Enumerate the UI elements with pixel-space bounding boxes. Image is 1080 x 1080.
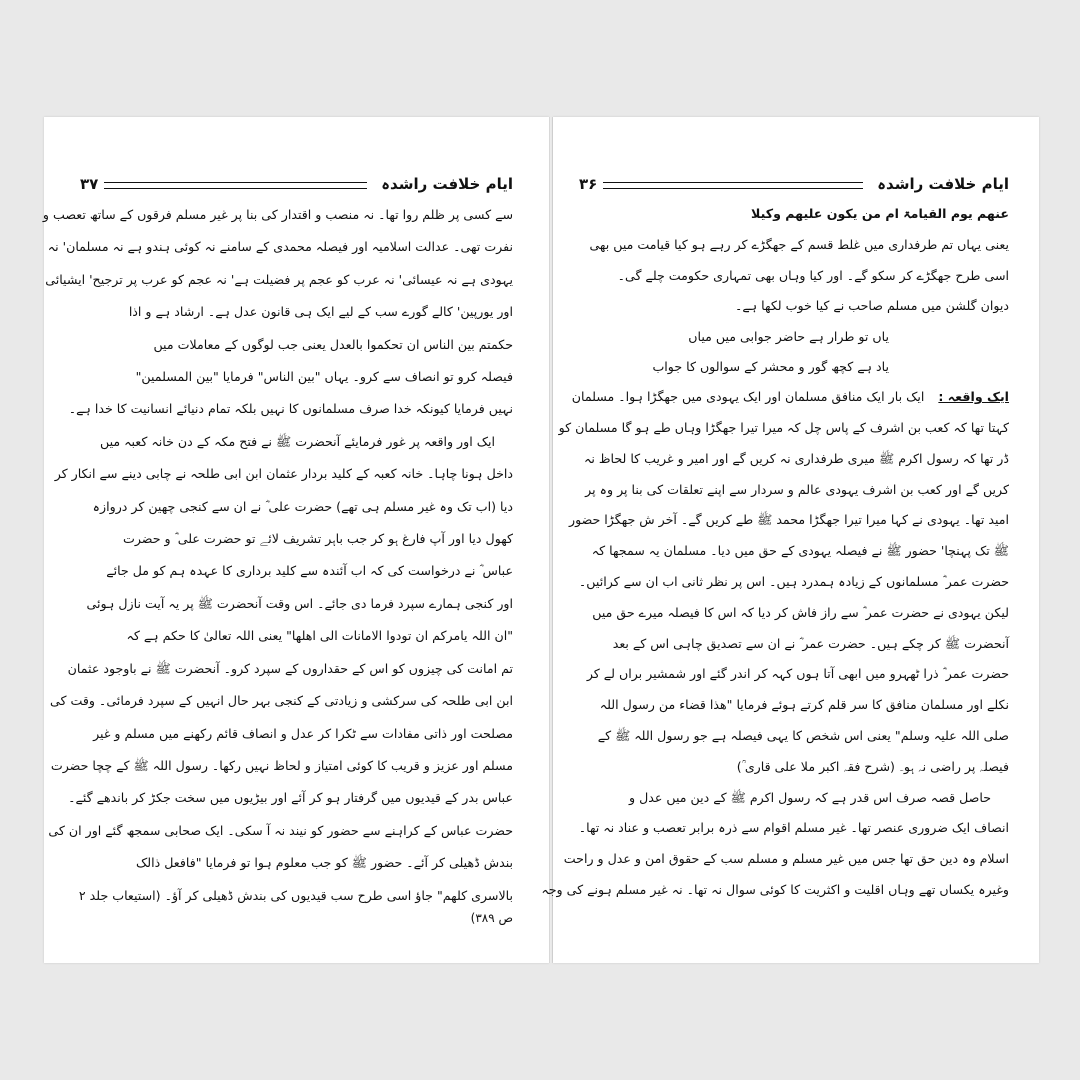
text-line: کہتا تھا کہ کعب بن اشرف کے پاس چل کہ میرا تیرا جھگڑا وہاں طے ہو گا مسلمان کو [558,419,1009,435]
text-line: دیا (اب تک وہ غیر مسلم ہی تھے) حضرت علی ؓ نے ان سے کنجی چھین کر دروازہ [92,498,513,514]
left-page-body [42,199,513,912]
text-line: ابن ابی طلحہ کی سرکشی و زیادتی کے کنجی بہر حال انہیں کے سپرد فرمائی۔ وقت کی [49,693,513,709]
header-rule [603,182,863,189]
text-line: "ان اللہ یامرکم ان تودوا الامانات الی اھلھا" یعنی اللہ تعالیٰ کا حکم ہے کہ [126,628,513,644]
text-line: یعنی یہاں تم طرفداری میں غلط قسم کے جھگڑے کر رہے ہو کیا قیامت میں بھی [589,236,1009,252]
text-line: عباس بدر کے قیدیوں میں گرفتار ہو کر آئے اور بیڑیوں میں سخت جکڑ کر باندھے گئے۔ [68,790,513,806]
poetry-line: یاں تو طرار ہے حاضر جوابی میں میاں [688,329,889,345]
text-line: وغیرہ یکساں تھے وہاں اقلیت و اکثریت کا کوئی سوال نہ تھا۔ نہ غیر مسلم ہونے کی وجہ [541,881,1009,897]
text-line: لیکن یہودی نے حضرت عمر ؓ سے راز فاش کر دیا کہ اس کا فیصلہ میرے حق میں [592,604,1009,620]
text-line: حاصل قصہ صرف اس قدر ہے کہ رسول اکرم ﷺ کے دین میں عدل و [629,789,991,805]
text-line: بندش ڈھیلی کر آئے۔ حضور ﷺ کو جب معلوم ہوا تو فرمایا "فافعل ذالک [136,855,513,871]
text-line: انصاف ایک ضروری عنصر تھا۔ غیر مسلم اقوام سے ذرہ برابر تعصب و عناد نہ تھا۔ [578,820,1009,836]
left-page-header [80,155,513,195]
text-line: حضرت عمر ؓ مسلمانوں کے زیادہ ہمدرد ہیں۔ اس پر نظر ثانی اب ان سے کرائیں۔ [578,573,1009,589]
poetry-line: یاد ہے کچھ گور و محشر کے سوالوں کا جواب [652,359,889,375]
text-line: نہیں فرمایا کیونکہ خدا صرف مسلمانوں کا نہیں بلکہ تمام دنیائے انسانیت کا خدا ہے۔ [68,401,513,417]
text-line: امید تھا۔ یہودی نے کہا میرا تیرا جھگڑا محمد ﷺ طے کریں گے۔ آخر ش جھگڑا حضور [569,512,1009,528]
right-page [541,117,1039,963]
text-line-content: ایک بار ایک منافق مسلمان اور ایک یہودی میں جھگڑا ہوا۔ مسلمان [571,389,925,405]
text-line: کریں گے اور کعب بن اشرف یہودی عالم و سردار سے اپنے تعلقات کی بنا پر وہ پر [585,481,1009,497]
text-line: دیوان گلشن میں مسلم صاحب نے کیا خوب لکھا ہے۔ [735,298,1009,314]
left-page [44,117,549,963]
text-line: ایک اور واقعہ پر غور فرمایئے آنحضرت ﷺ نے فتح مکہ کے دن خانہ کعبہ میں [99,433,495,449]
text-line: حکمتم بین الناس ان تحکموا بالعدل یعنی جب لوگوں کے معاملات میں [153,336,513,352]
text-line: نفرت تھی۔ عدالت اسلامیہ اور فیصلہ محمدی کے سامنے نہ کوئی ہندو ہے نہ مسلمان' نہ [47,239,513,255]
arabic-verse-line: عنھم یوم القیامۃ ام من یکون علیھم وکیلا [751,206,1009,221]
text-line: حضرت عباس کے کراہنے سے حضور کو نیند نہ آ سکی۔ ایک صحابی سمجھ گئے اور ان کی [48,822,513,838]
running-title: ایام خلافت راشدہ [877,175,1009,193]
footnote-reference: ص ۳۸۹) [470,911,513,925]
page-number: ۳۶ [579,175,598,193]
text-line: یہودی ہے نہ عیسائی' نہ عرب کو عجم پر فضیلت ہے' نہ عجم کو عرب پر ترجیح' ایشیائی [45,271,513,287]
text-line: ﷺ تک پہنچا' حضور ﷺ نے فیصلہ یہودی کے حق میں دیا۔ مسلمان یہ سمجھا کہ [591,543,1009,559]
text-line: داخل ہونا چاہا۔ خانہ کعبہ کے کلید بردار عثمان ابن ابی طلحہ نے چابی دینے سے انکار کر [54,466,513,482]
text-line: صلی اللہ علیہ وسلم" یعنی اس شخص کا یہی فیصلہ ہے جو رسول اللہ ﷺ کے [597,727,1009,743]
text-line: فیصلہ پر راضی نہ ہو۔ (شرح فقہ اکبر ملا علی قاری ؒ) [736,758,1009,774]
text-line: اور یورپین' کالے گورے سب کے لیے ایک ہی قانون عدل ہے۔ ارشاد ہے و اذا [128,304,513,320]
text-line: تم امانت کی چیزوں کو اس کے حقداروں کے سپرد کرو۔ آنحضرت ﷺ نے باوجود عثمان [67,660,513,676]
text-line: اسلام وہ دین حق تھا جس میں غیر مسلم و مسلم سب کے حقوق امن و عدل و راحت [563,851,1009,867]
text-line: مصلحت اور ذاتی مفادات سے ٹکرا کر عدل و انصاف قائم رکھنے میں مسلم و غیر [93,725,513,741]
text-line [571,382,1009,413]
text-line: اسی طرح جھگڑے کر سکو گے۔ اور کیا وہاں بھی تمہاری حکومت چلے گی۔ [617,267,1009,283]
right-page-body [541,199,1009,906]
text-line: کھول دیا اور آپ فارغ ہو کر جب باہر تشریف لائے تو حضرت علی ؓ و حضرت [123,531,513,547]
running-title: ایام خلافت راشدہ [381,175,513,193]
section-lead: ایک واقعہ : [938,389,1009,405]
right-page-header [579,155,1009,195]
text-line: آنحضرت ﷺ کر چکے ہیں۔ حضرت عمر ؓ نے ان سے تصدیق چاہی اس کے بعد [612,635,1009,651]
text-line: نکلے اور مسلمان منافق کا سر قلم کرتے ہوئے فرمایا "ھذا قضاء من رسول اللہ [599,697,1009,713]
text-line: فیصلہ کرو تو انصاف سے کرو۔ یہاں "بین الناس" فرمایا "بین المسلمین" [135,369,513,385]
text-line: ڈر تھا کہ رسول اکرم ﷺ میری طرفداری نہ کریں گے اور امیر و غریب کا لحاظ نہ [583,450,1009,466]
header-rule [104,182,367,189]
text-line: مسلم اور عزیز و قریب کا کوئی امتیاز و لحاظ نہیں رکھا۔ رسول اللہ ﷺ کے چچا حضرت [50,757,513,773]
text-line: حضرت عمر ؓ ذرا ٹھہرو میں ابھی آتا ہوں کہہ کر اندر گئے اور شمشیر براں لے کر [586,666,1009,682]
text-line: عباس ؓ نے درخواست کی کہ اب آئندہ سے کلید برداری کا عہدہ ہم کو مل جائے [106,563,513,579]
text-line: بالاسری کلھم" جاؤ اسی طرح سب قیدیوں کی بندش ڈھیلی کر آؤ۔ (استیعاب جلد ۲ [78,887,513,903]
text-line: سے کسی پر ظلم روا تھا۔ نہ منصب و اقتدار کی بنا پر غیر مسلم فرقوں کے ساتھ تعصب و [42,207,513,222]
text-line: اور کنجی ہمارے سپرد فرما دی جائے۔ اس وقت آنحضرت ﷺ پر یہ آیت نازل ہوئی [86,595,513,611]
page-number: ۳۷ [80,175,99,193]
